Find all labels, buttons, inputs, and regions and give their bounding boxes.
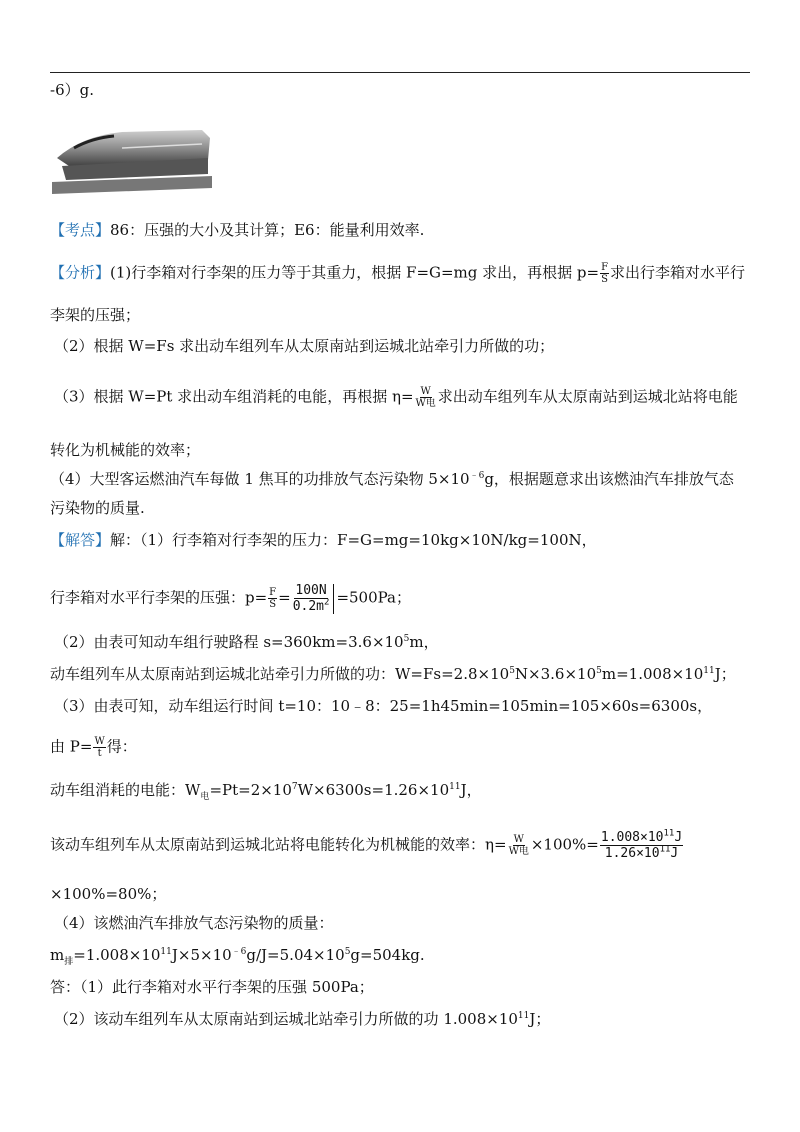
fraction-efficiency: $\frac{1.008\times 10^{11}J}{1.26\times 10^{11}J}$: [600, 828, 683, 861]
fraction-W-Wdian: $\frac{W}{\text{W电}}$: [415, 386, 436, 409]
fenxi-line-1: 【分析】(1)行李箱对行李架的压力等于其重力，根据 F=G=mg 求出，再根据 p= $\frac{F}{S}$ 求出行李箱对水平行: [50, 262, 746, 285]
text-line: 转化为机械能的效率；: [50, 441, 201, 459]
text-line: 该动车组列车从太原南站到运城北站将电能转化为机械能的效率：η= $\frac{W}{\text{W电}}$ ×100%= $\frac{1.008\times 10^{11}J}{1.26\times 10^{11}J}$: [50, 828, 683, 861]
text-line: -6）g.: [50, 81, 94, 99]
text-line: （4）大型客运燃油汽车每做 1 焦耳的功排放气态污染物 $5\times 10^{﹣6}g$，根据题意求出该燃油汽车排放气态: [50, 470, 734, 488]
text-line: （2）由表可知动车组行驶路程 $s=360km=3.6\times 10^5m$，: [54, 633, 439, 651]
kaodian-line: 【考点】86：压强的大小及其计算；E6：能量利用效率.: [50, 221, 425, 239]
header-rule: [50, 72, 750, 73]
text-line: 污染物的质量.: [50, 499, 145, 517]
fraction-F-S: $\frac{F}{S}$: [269, 587, 277, 610]
text-line: （3）由表可知，动车组运行时间 t=10：10﹣8：25=1h45min=105min=105×60s=6300s，: [54, 697, 713, 715]
fraction-100N: $\frac{100N}{0.2m^2}$: [292, 583, 330, 614]
text-line: 由 P= $\frac{W}{t}$ 得：: [50, 736, 137, 759]
text-line: 行李箱对水平行李架的压强：p= $\frac{F}{S}$ = $\frac{100N}{0.2m^2}$ =500Pa；: [50, 583, 411, 614]
text-line: （2）根据 W=Fs 求出动车组列车从太原南站到运城北站牵引力所做的功；: [54, 337, 555, 355]
text-line: 动车组列车从太原南站到运城北站牵引力所做的功：$W=Fs=2.8\times 10^5N\times 3.6\times 10^5m=1.008\times 10^{11}J$；: [50, 665, 736, 683]
text-line: 李架的压强；: [50, 306, 141, 324]
text-line: ×100%=80%；: [50, 885, 167, 903]
fraction-F-S: $\frac{F}{S}$: [601, 262, 609, 285]
fraction-W-t: $\frac{W}{t}$: [94, 736, 105, 759]
text-line: 动车组消耗的电能：$W_电=Pt=2\times 10^7W\times 6300s=1.26\times 10^{11}J$，: [50, 781, 482, 802]
answer-line-1: 答：（1）此行李箱对水平行李架的压强 500Pa；: [50, 978, 374, 996]
text-line: （3）根据 W=Pt 求出动车组消耗的电能，再根据 η= $\frac{W}{\text{W电}}$ 求出动车组列车从太原南站到运城北站将电能: [54, 386, 738, 409]
jieda-line-1: 【解答】解：（1）行李箱对行李架的压力：F=G=mg=10kg×10N/kg=100N，: [50, 531, 597, 549]
fraction-W-Wdian: $\frac{W}{\text{W电}}$: [508, 834, 529, 857]
text-line: $m_排=1.008\times 10^{11}J\times 5\times 10^{﹣6}g/J=5.04\times 10^5g=504kg$.: [50, 946, 425, 967]
train-image: [52, 118, 212, 196]
text-line: （4）该燃油汽车排放气态污染物的质量：: [54, 914, 334, 932]
answer-line-2: （2）该动车组列车从太原南站到运城北站牵引力所做的功 $1.008\times 10^{11}J$；: [54, 1010, 551, 1028]
